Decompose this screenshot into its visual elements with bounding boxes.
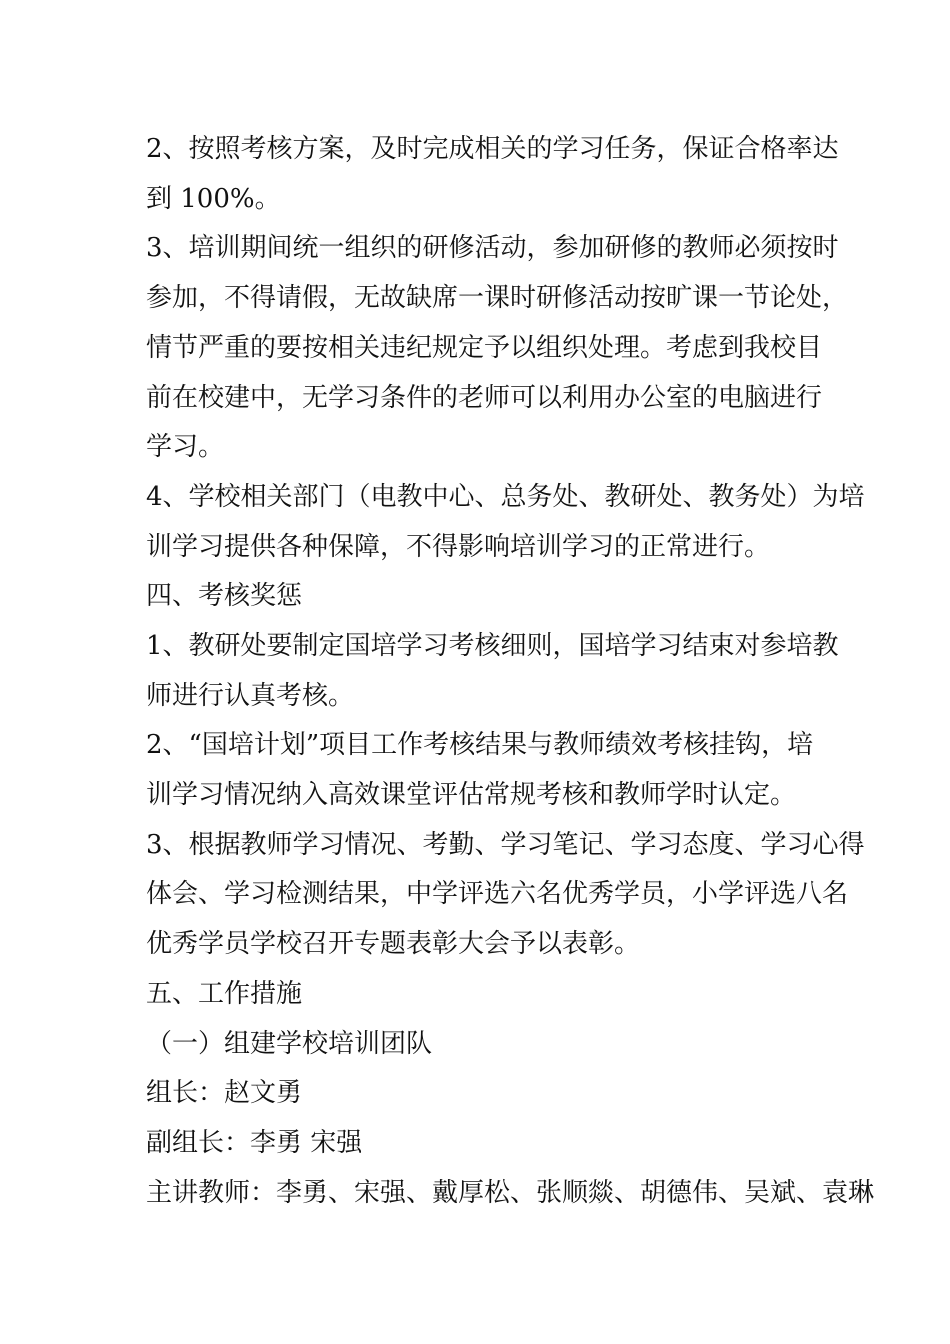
text-line: 学习。 [146,432,225,462]
text-line: 4、学校相关部门（电教中心、总务处、教研处、教务处）为培 [146,482,865,512]
text-line: 主讲教师：李勇、宋强、戴厚松、张顺燚、胡德伟、吴斌、袁琳 [146,1178,875,1208]
text-line: 到 100%。 [146,184,281,214]
text-line: 3、培训期间统一组织的研修活动，参加研修的教师必须按时 [146,233,839,263]
section-heading: 四、考核奖惩 [146,581,303,611]
text-line: 前在校建中，无学习条件的老师可以利用办公室的电脑进行 [146,383,823,413]
text-line: 副组长：李勇 宋强 [146,1128,363,1158]
text-line: 训学习提供各种保障，不得影响培训学习的正常进行。 [146,532,771,562]
text-line: 2、按照考核方案，及时完成相关的学习任务，保证合格率达 [146,134,839,164]
section-heading: 五、工作措施 [146,979,303,1009]
text-line: 师进行认真考核。 [146,681,355,711]
text-line: 体会、学习检测结果，中学评选六名优秀学员，小学评选八名 [146,879,849,909]
text-line: 参加，不得请假，无故缺席一课时研修活动按旷课一节论处， [146,283,849,313]
text-line: 2、“国培计划”项目工作考核结果与教师绩效考核挂钩，培 [146,730,814,760]
text-line: 训学习情况纳入高效课堂评估常规考核和教师学时认定。 [146,780,797,810]
subsection-heading: （一）组建学校培训团队 [146,1029,433,1059]
text-line: 优秀学员学校召开专题表彰大会予以表彰。 [146,929,641,959]
text-line: 情节严重的要按相关违纪规定予以组织处理。考虑到我校目 [146,333,823,363]
text-line: 1、教研处要制定国培学习考核细则，国培学习结束对参培教 [146,631,839,661]
text-line: 组长：赵文勇 [146,1078,303,1108]
text-line: 3、根据教师学习情况、考勤、学习笔记、学习态度、学习心得 [146,830,865,860]
